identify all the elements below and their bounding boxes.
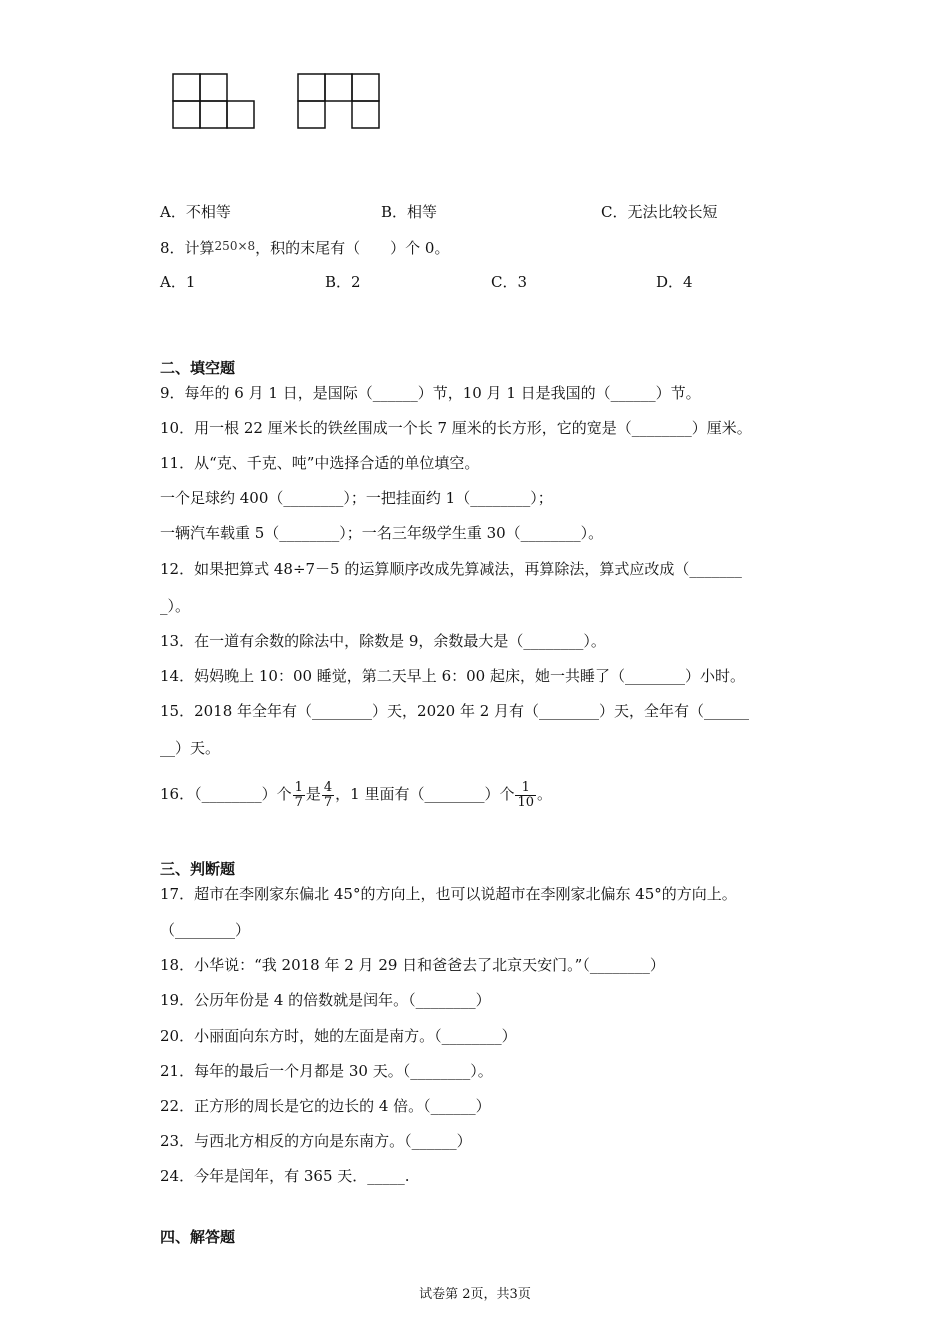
q16-part-2: 是 <box>305 785 321 803</box>
q16-fraction-1 <box>293 781 305 810</box>
q16-fraction-2 <box>322 781 334 810</box>
section-title-answer: 四、解答题 <box>160 1228 236 1246</box>
question-10: 10．用一根 22 厘米长的铁丝围成一个长 7 厘米的长方形，它的宽是（________）厘米。 <box>160 419 752 437</box>
q7-option-c: C．无法比较长短 <box>601 203 718 221</box>
question-11-line-1: 一个足球约 400（________）；一把挂面约 1（________）； <box>160 489 553 507</box>
question-24: 24．今年是闰年，有 365 天．_____. <box>160 1167 410 1185</box>
question-18: 18．小华说：“我 2018 年 2 月 29 日和爸爸去了北京天安门。”（________） <box>160 956 665 974</box>
question-23: 23．与西北方相反的方向是东南方。（______） <box>160 1132 472 1150</box>
q16-frac3-den: 10 <box>517 794 535 810</box>
question-16 <box>160 772 552 816</box>
q16-fraction-3 <box>515 781 536 810</box>
q8-prefix: 8．计算 <box>160 239 215 257</box>
q16-part-4: 。 <box>537 785 553 803</box>
question-15-cont: __）天。 <box>160 739 221 757</box>
q16-frac2-num: 4 <box>323 779 333 795</box>
shape-figure-left <box>172 73 258 133</box>
question-22: 22．正方形的周长是它的边长的 4 倍。（______） <box>160 1097 491 1115</box>
section-title-fill-in: 二、填空题 <box>160 359 236 377</box>
q8-option-b: B．2 <box>325 273 361 291</box>
section-title-true-false: 三、判断题 <box>160 860 236 878</box>
question-11: 11．从“克、千克、吨”中选择合适的单位填空。 <box>160 454 480 472</box>
q16-part-1: 16．（________）个 <box>160 785 292 803</box>
q16-frac3-num: 1 <box>515 781 536 796</box>
question-21: 21．每年的最后一个月都是 30 天。（________）。 <box>160 1062 493 1080</box>
question-19: 19．公历年份是 4 的倍数就是闰年。（________） <box>160 991 491 1009</box>
page-footer: 试卷第 2页，共3页 <box>419 1287 531 1302</box>
question-12-cont: _）。 <box>160 597 191 615</box>
q16-frac2-den: 7 <box>323 794 333 810</box>
q16-frac1-den: 7 <box>294 794 303 810</box>
question-12: 12．如果把算式 48÷7－5 的运算顺序改成先算减法，再算除法，算式应改成（_______ <box>160 560 742 578</box>
q16-part-3: ，1 里面有（________）个 <box>335 785 515 803</box>
q8-option-a: A．1 <box>160 273 196 291</box>
question-14: 14．妈妈晚上 10：00 睡觉，第二天早上 6：00 起床，她一共睡了（________）小时。 <box>160 667 745 685</box>
q8-option-c: C．3 <box>491 273 528 291</box>
q8-expression: 250×8 <box>214 239 256 253</box>
question-9: 9．每年的 6 月 1 日，是国际（______）节，10 月 1 日是我国的（______）节。 <box>160 384 701 402</box>
shape-figure-right <box>297 73 383 133</box>
q8-option-d: D．4 <box>656 273 693 291</box>
q7-option-a: A．不相等 <box>160 203 231 221</box>
question-17-blank: （________） <box>160 921 251 939</box>
question-11-line-2: 一辆汽车载重 5（________）；一名三年级学生重 30（________）。 <box>160 524 604 542</box>
question-8 <box>160 236 449 258</box>
question-15: 15．2018 年全年有（________）天，2020 年 2 月有（________）天，全年有（______ <box>160 702 750 720</box>
question-17: 17．超市在李刚家东偏北 45°的方向上，也可以说超市在李刚家北偏东 45°的方向上。 <box>160 885 737 903</box>
question-20: 20．小丽面向东方时，她的左面是南方。（________） <box>160 1027 517 1045</box>
q16-frac1-num: 1 <box>294 779 303 795</box>
q8-suffix: ，积的末尾有（ ）个 0。 <box>255 239 450 257</box>
question-13: 13．在一道有余数的除法中，除数是 9，余数最大是（________）。 <box>160 632 606 650</box>
q7-option-b: B．相等 <box>381 203 438 221</box>
